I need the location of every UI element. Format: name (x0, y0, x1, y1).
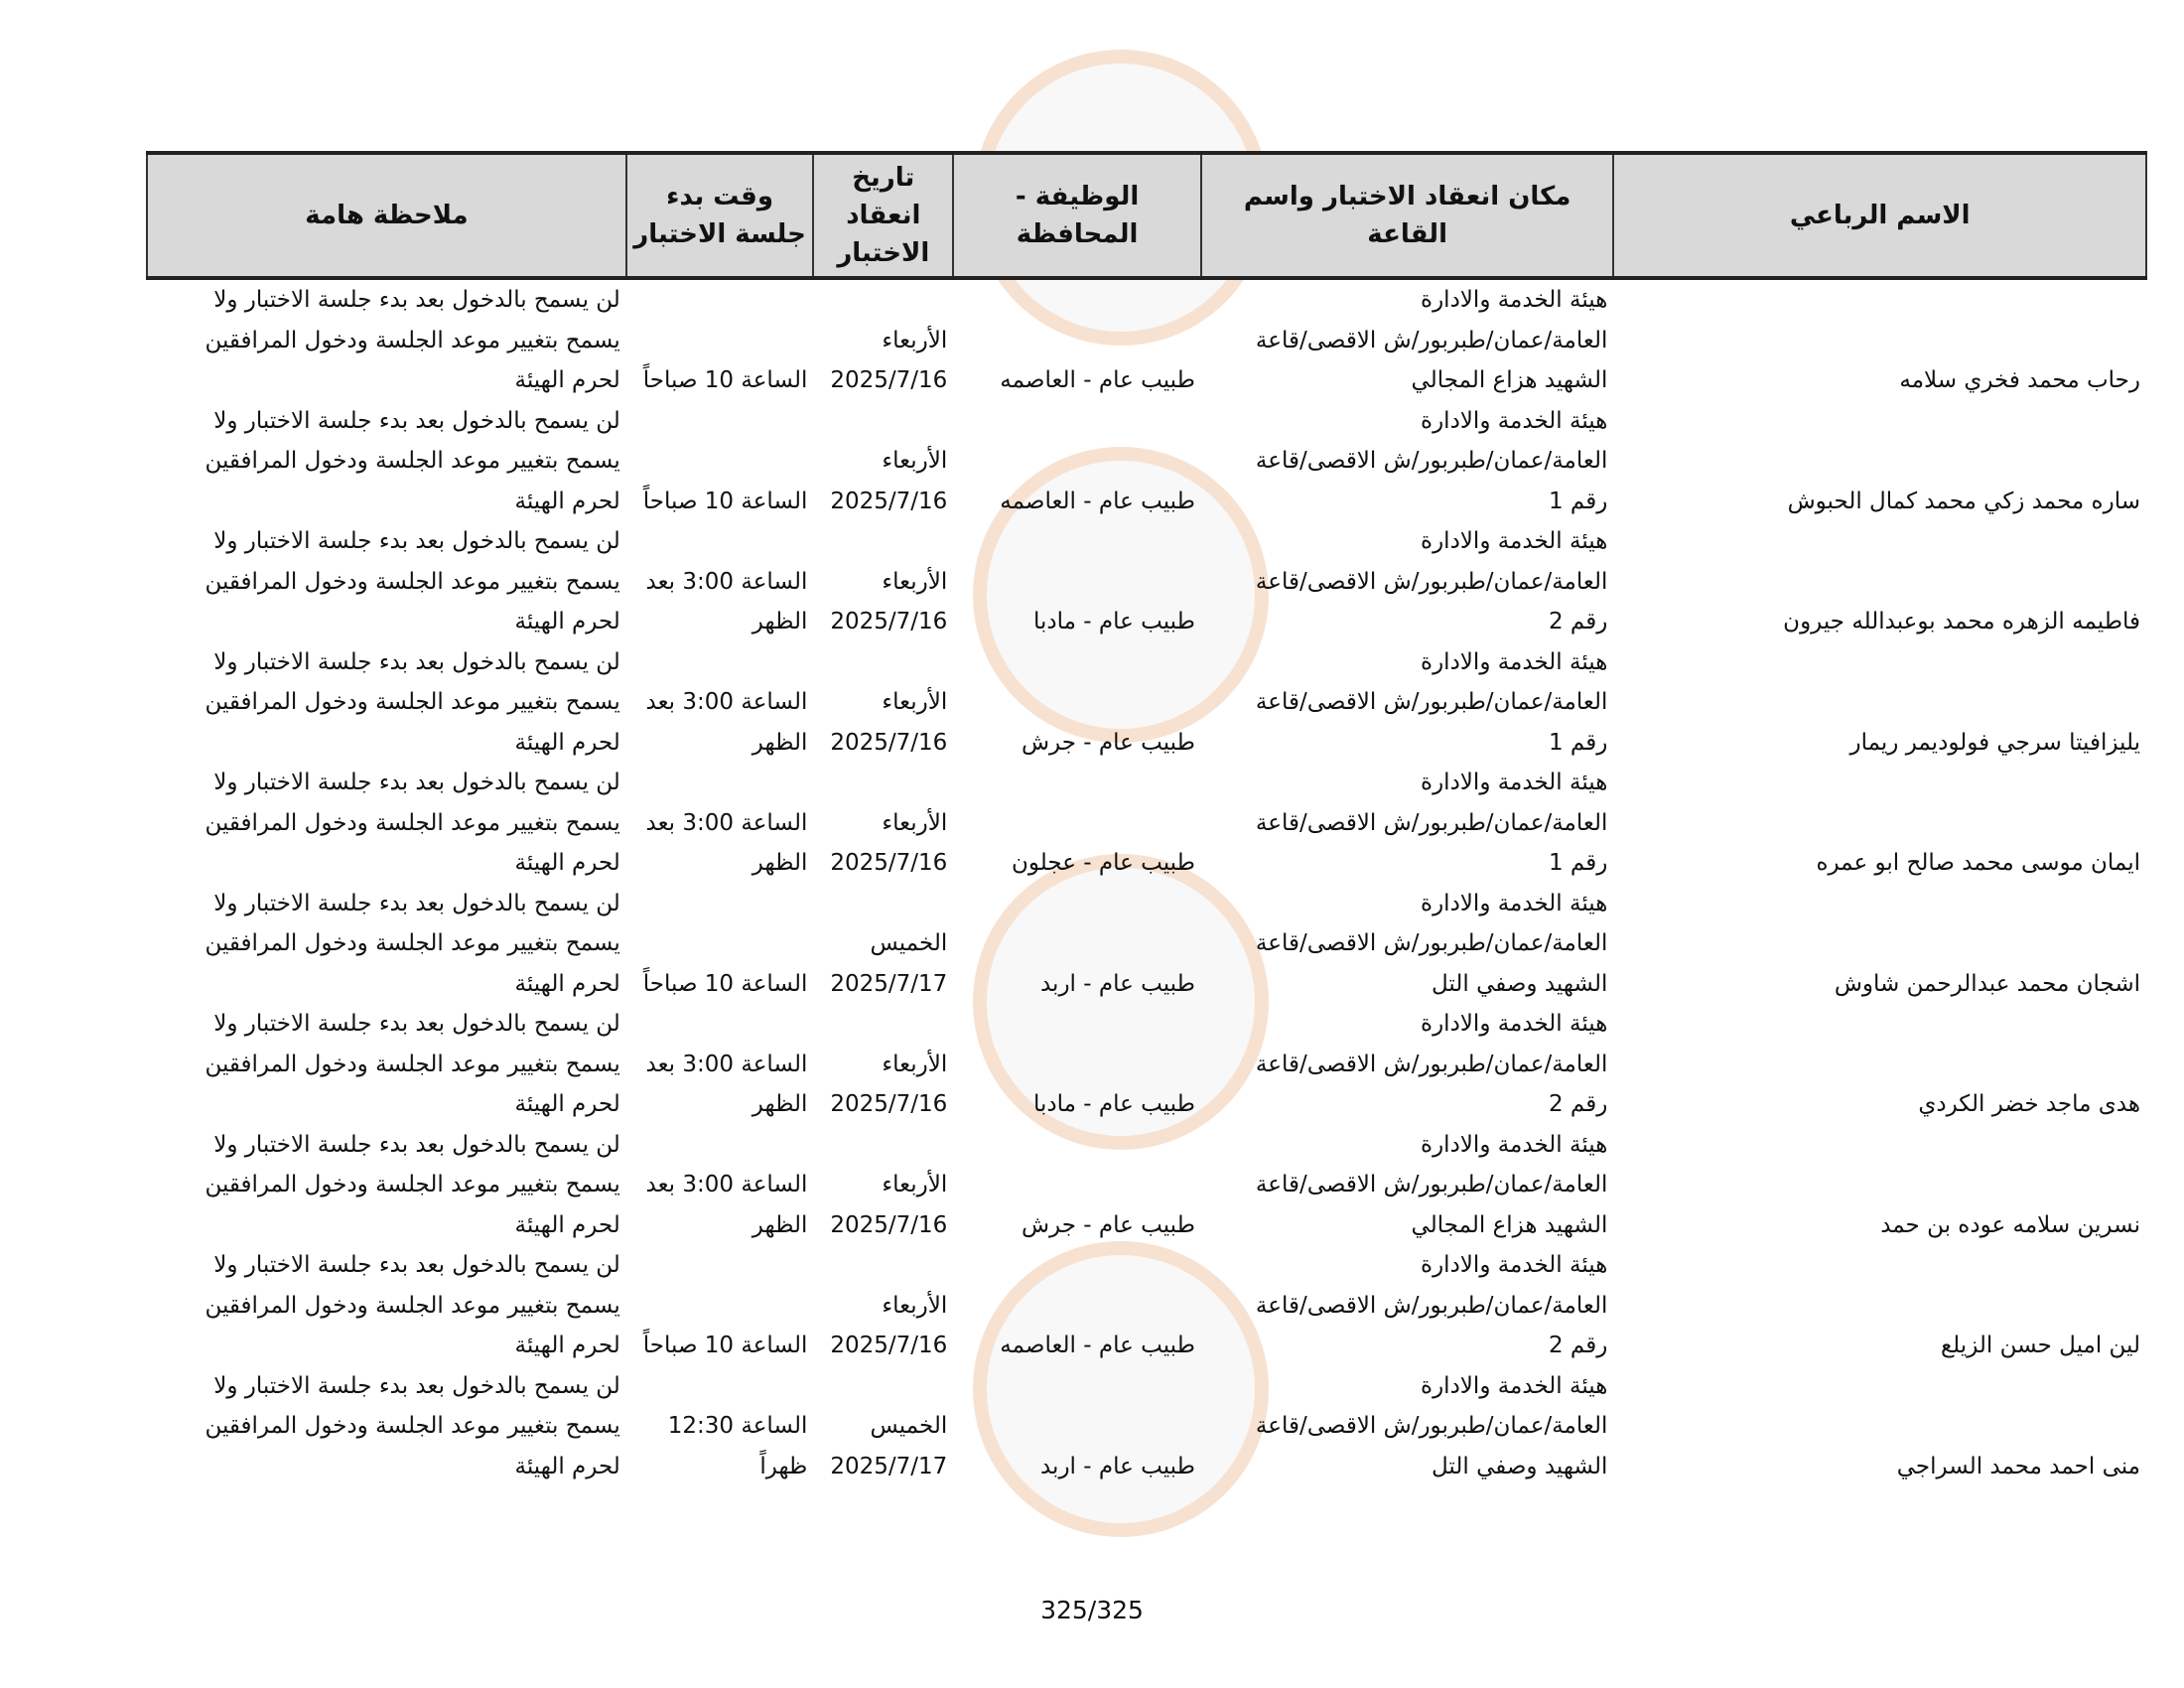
place-cell-line: العامة/عمان/طبربور/ش الاقصى/قاعة (1255, 1172, 1608, 1197)
place-cell (1201, 642, 1613, 764)
time-cell-line (632, 321, 808, 361)
place-cell-line: العامة/عمان/طبربور/ش الاقصى/قاعة (1255, 568, 1608, 595)
time-cell-line: الساعة 3:00 بعد (645, 809, 808, 836)
job-cell-line: طبيب عام - مادبا (1032, 609, 1195, 634)
table-row (147, 401, 2146, 522)
date-cell-line: 2025/7/17 (830, 970, 948, 997)
job-cell-line: طبيب عام - جرش (1021, 729, 1195, 756)
place-cell-line: العامة/عمان/طبربور/ش الاقصى/قاعة (1255, 689, 1608, 715)
note-cell-line: لحرم الهيئة (514, 1333, 620, 1358)
job-cell (953, 521, 1201, 642)
time-cell-line: الظهر (751, 1091, 808, 1117)
job-cell (953, 763, 1201, 884)
name-cell-line: منى احمد محمد السراجي (1896, 1453, 2140, 1479)
name-cell-line: يليزافيتا سرجي فولوديمر ريمار (1849, 729, 2140, 756)
place-cell-line: هيئة الخدمة والادارة (1421, 890, 1608, 916)
date-cell (813, 1245, 953, 1366)
name-cell-line: ايمان موسى محمد صالح ابو عمره (1816, 850, 2140, 876)
time-cell-line (632, 441, 808, 482)
date-cell-line: الأربعاء (882, 809, 948, 836)
date-cell-line: 2025/7/16 (830, 850, 948, 876)
job-cell (953, 401, 1201, 522)
name-cell (1613, 278, 2146, 401)
place-cell-line: العامة/عمان/طبربور/ش الاقصى/قاعة (1255, 809, 1608, 836)
place-cell-line: الشهيد هزاع المجالي (1411, 367, 1608, 393)
note-cell-line: يسمح بتغيير موعد الجلسة ودخول المرافقين (205, 1292, 620, 1319)
name-cell (1613, 401, 2146, 522)
time-cell (626, 642, 814, 764)
job-cell (953, 1125, 1201, 1246)
place-cell-line: رقم 1 (1548, 729, 1608, 756)
header-note: ملاحظة هامة (147, 153, 626, 278)
time-cell-line: الساعة 3:00 بعد (645, 568, 808, 595)
job-cell (953, 884, 1201, 1005)
date-cell-line: الأربعاء (882, 327, 948, 353)
date-cell (813, 1125, 953, 1246)
place-cell-line: هيئة الخدمة والادارة (1421, 407, 1608, 434)
table-row (147, 278, 2146, 401)
note-cell (147, 1245, 626, 1366)
note-cell-line: يسمح بتغيير موعد الجلسة ودخول المرافقين (205, 1172, 620, 1197)
note-cell (147, 278, 626, 401)
time-cell-line: الساعة 10 صباحاً (642, 367, 808, 393)
table-row (147, 1004, 2146, 1125)
time-cell (626, 521, 814, 642)
note-cell-line: لحرم الهيئة (514, 850, 620, 876)
place-cell-line: الشهيد هزاع المجالي (1411, 1211, 1608, 1238)
date-cell-line: 2025/7/16 (830, 729, 948, 756)
job-cell-line: طبيب عام - عجلون (1011, 850, 1195, 876)
name-cell (1613, 1125, 2146, 1246)
job-cell-line: طبيب عام - اربد (1039, 970, 1195, 997)
name-cell-line: اشجان محمد عبدالرحمن شاوش (1834, 970, 2140, 997)
place-cell (1201, 401, 1613, 522)
place-cell (1201, 1125, 1613, 1246)
date-cell (813, 884, 953, 1005)
date-cell-line: 2025/7/17 (830, 1453, 948, 1479)
note-cell-line: يسمح بتغيير موعد الجلسة ودخول المرافقين (205, 1413, 620, 1439)
note-cell-line: لن يسمح بالدخول بعد بدء جلسة الاختبار ولا (213, 1131, 620, 1158)
place-cell-line: هيئة الخدمة والادارة (1421, 1011, 1608, 1037)
place-cell (1201, 1366, 1613, 1487)
header-time: وقت بدء جلسة الاختبار (626, 153, 814, 278)
job-cell (953, 1004, 1201, 1125)
time-cell (626, 1245, 814, 1366)
place-cell-line: العامة/عمان/طبربور/ش الاقصى/قاعة (1255, 327, 1608, 353)
job-cell-line: طبيب عام - العاصمه (1000, 488, 1195, 514)
place-cell-line: رقم 2 (1548, 1333, 1608, 1358)
date-cell-line: الأربعاء (882, 1172, 948, 1197)
name-cell (1613, 642, 2146, 764)
table-row (147, 521, 2146, 642)
name-cell-line: نسرين سلامه عوده بن حمد (1880, 1211, 2140, 1238)
date-cell-line: 2025/7/16 (830, 1091, 948, 1117)
date-cell (813, 401, 953, 522)
name-cell (1613, 1004, 2146, 1125)
header-name: الاسم الرباعي (1613, 153, 2146, 278)
date-cell-line: 2025/7/16 (830, 609, 948, 634)
table-row (147, 884, 2146, 1005)
header-job: الوظيفة - المحافظة (953, 153, 1201, 278)
date-cell-line: الأربعاء (882, 568, 948, 595)
note-cell-line: يسمح بتغيير موعد الجلسة ودخول المرافقين (205, 327, 620, 353)
place-cell-line: هيئة الخدمة والادارة (1421, 287, 1608, 313)
candidates-table (146, 151, 2147, 1486)
note-cell-line: لحرم الهيئة (514, 1453, 620, 1479)
note-cell (147, 763, 626, 884)
place-cell-line: العامة/عمان/طبربور/ش الاقصى/قاعة (1255, 1413, 1608, 1439)
time-cell-line: الظهر (751, 729, 808, 756)
note-cell-line: لحرم الهيئة (514, 1091, 620, 1117)
job-cell (953, 642, 1201, 764)
place-cell-line: الشهيد وصفي التل (1432, 1453, 1608, 1479)
date-cell (813, 763, 953, 884)
note-cell (147, 401, 626, 522)
time-cell (626, 278, 814, 401)
name-cell (1613, 884, 2146, 1005)
note-cell-line: لحرم الهيئة (514, 1211, 620, 1238)
time-cell (626, 763, 814, 884)
date-cell (813, 642, 953, 764)
note-cell-line: لن يسمح بالدخول بعد بدء جلسة الاختبار ولا (213, 890, 620, 916)
place-cell-line: العامة/عمان/طبربور/ش الاقصى/قاعة (1255, 1051, 1608, 1077)
time-cell-line: الساعة 10 صباحاً (642, 970, 808, 997)
note-cell-line: يسمح بتغيير موعد الجلسة ودخول المرافقين (205, 689, 620, 715)
job-cell-line: طبيب عام - اربد (1039, 1453, 1195, 1479)
place-cell (1201, 1245, 1613, 1366)
name-cell-line: لين اميل حسن الزيلع (1940, 1333, 2140, 1358)
name-cell-line: هدى ماجد خضر الكردي (1918, 1091, 2140, 1117)
time-cell-line: الظهر (751, 1211, 808, 1238)
place-cell-line: العامة/عمان/طبربور/ش الاقصى/قاعة (1255, 448, 1608, 474)
time-cell-line (632, 923, 808, 964)
header-place: مكان انعقاد الاختبار واسم القاعة (1201, 153, 1613, 278)
date-cell-line: 2025/7/16 (830, 367, 948, 393)
table-header-row (147, 153, 2146, 278)
note-cell (147, 1366, 626, 1487)
date-cell-line: 2025/7/16 (830, 488, 948, 514)
name-cell (1613, 1245, 2146, 1366)
time-cell (626, 401, 814, 522)
date-cell (813, 1004, 953, 1125)
name-cell-line: رحاب محمد فخري سلامه (1899, 367, 2140, 393)
time-cell-line: الساعة 12:30 (667, 1413, 808, 1439)
note-cell-line: يسمح بتغيير موعد الجلسة ودخول المرافقين (205, 1051, 620, 1077)
place-cell-line: الشهيد وصفي التل (1432, 970, 1608, 997)
time-cell-line: الساعة 10 صباحاً (642, 488, 808, 514)
header-date: تاريخ انعقاد الاختبار (813, 153, 953, 278)
note-cell-line: لحرم الهيئة (514, 970, 620, 997)
time-cell-line (632, 1286, 808, 1327)
place-cell (1201, 763, 1613, 884)
note-cell-line: لن يسمح بالدخول بعد بدء جلسة الاختبار ولا (213, 648, 620, 675)
time-cell (626, 1004, 814, 1125)
time-cell-line: الظهر (751, 850, 808, 876)
job-cell (953, 278, 1201, 401)
note-cell-line: لحرم الهيئة (514, 488, 620, 514)
place-cell (1201, 278, 1613, 401)
note-cell-line: لن يسمح بالدخول بعد بدء جلسة الاختبار ولا (213, 1252, 620, 1278)
note-cell (147, 1125, 626, 1246)
note-cell (147, 642, 626, 764)
note-cell-line: لحرم الهيئة (514, 367, 620, 393)
place-cell-line: رقم 2 (1548, 1091, 1608, 1117)
job-cell-line: طبيب عام - العاصمه (1000, 367, 1195, 393)
place-cell-line: هيئة الخدمة والادارة (1421, 1372, 1608, 1399)
job-cell-line: طبيب عام - جرش (1021, 1211, 1195, 1238)
name-cell (1613, 1366, 2146, 1487)
page-number: 325/325 (1040, 1596, 1144, 1624)
place-cell-line: هيئة الخدمة والادارة (1421, 1252, 1608, 1278)
place-cell-line: هيئة الخدمة والادارة (1421, 528, 1608, 554)
date-cell (813, 521, 953, 642)
job-cell (953, 1245, 1201, 1366)
date-cell (813, 278, 953, 401)
time-cell-line: الساعة 3:00 بعد (645, 689, 808, 715)
place-cell (1201, 1004, 1613, 1125)
date-cell (813, 1366, 953, 1487)
place-cell (1201, 521, 1613, 642)
date-cell-line: الأربعاء (882, 1051, 948, 1077)
note-cell-line: لن يسمح بالدخول بعد بدء جلسة الاختبار ولا (213, 528, 620, 554)
note-cell-line: يسمح بتغيير موعد الجلسة ودخول المرافقين (205, 809, 620, 836)
note-cell (147, 1004, 626, 1125)
job-cell-line: طبيب عام - العاصمه (1000, 1333, 1195, 1358)
job-cell-line: طبيب عام - مادبا (1032, 1091, 1195, 1117)
time-cell (626, 884, 814, 1005)
note-cell (147, 884, 626, 1005)
place-cell-line: رقم 1 (1548, 850, 1608, 876)
time-cell (626, 1125, 814, 1246)
time-cell-line: الساعة 3:00 بعد (645, 1051, 808, 1077)
note-cell-line: يسمح بتغيير موعد الجلسة ودخول المرافقين (205, 448, 620, 474)
date-cell-line: الأربعاء (882, 448, 948, 474)
note-cell-line: لن يسمح بالدخول بعد بدء جلسة الاختبار ولا (213, 1011, 620, 1037)
name-cell (1613, 521, 2146, 642)
note-cell-line: لن يسمح بالدخول بعد بدء جلسة الاختبار ولا (213, 407, 620, 434)
time-cell-line: الساعة 3:00 بعد (645, 1172, 808, 1197)
place-cell (1201, 884, 1613, 1005)
note-cell-line: يسمح بتغيير موعد الجلسة ودخول المرافقين (205, 568, 620, 595)
date-cell-line: الأربعاء (882, 1292, 948, 1319)
note-cell-line: لن يسمح بالدخول بعد بدء جلسة الاختبار ولا (213, 1372, 620, 1399)
date-cell-line: 2025/7/16 (830, 1211, 948, 1238)
date-cell-line: 2025/7/16 (830, 1333, 948, 1358)
date-cell-line: الخميس (870, 1413, 948, 1439)
table-row (147, 1245, 2146, 1366)
note-cell-line: لحرم الهيئة (514, 609, 620, 634)
note-cell (147, 521, 626, 642)
time-cell (626, 1366, 814, 1487)
time-cell-line: ظهراً (759, 1453, 808, 1479)
place-cell-line: رقم 1 (1548, 488, 1608, 514)
name-cell-line: ساره محمد زكي محمد كمال الحبوش (1787, 488, 2140, 514)
note-cell-line: يسمح بتغيير موعد الجلسة ودخول المرافقين (205, 930, 620, 956)
place-cell-line: رقم 2 (1548, 609, 1608, 634)
job-cell (953, 1366, 1201, 1487)
table-row (147, 763, 2146, 884)
time-cell-line: الساعة 10 صباحاً (642, 1333, 808, 1358)
date-cell-line: الخميس (870, 930, 948, 956)
table-row (147, 1125, 2146, 1246)
place-cell-line: هيئة الخدمة والادارة (1421, 770, 1608, 795)
place-cell-line: هيئة الخدمة والادارة (1421, 648, 1608, 675)
table-row (147, 1366, 2146, 1487)
table-row (147, 642, 2146, 764)
date-cell-line: الأربعاء (882, 689, 948, 715)
place-cell-line: العامة/عمان/طبربور/ش الاقصى/قاعة (1255, 1292, 1608, 1319)
place-cell-line: هيئة الخدمة والادارة (1421, 1131, 1608, 1158)
name-cell (1613, 763, 2146, 884)
place-cell-line: العامة/عمان/طبربور/ش الاقصى/قاعة (1255, 930, 1608, 956)
note-cell-line: لن يسمح بالدخول بعد بدء جلسة الاختبار ولا (213, 770, 620, 795)
time-cell-line: الظهر (751, 609, 808, 634)
note-cell-line: لن يسمح بالدخول بعد بدء جلسة الاختبار ولا (213, 287, 620, 313)
note-cell-line: لحرم الهيئة (514, 729, 620, 756)
name-cell-line: فاطيمه الزهره محمد بوعبدالله جيرون (1783, 609, 2140, 634)
